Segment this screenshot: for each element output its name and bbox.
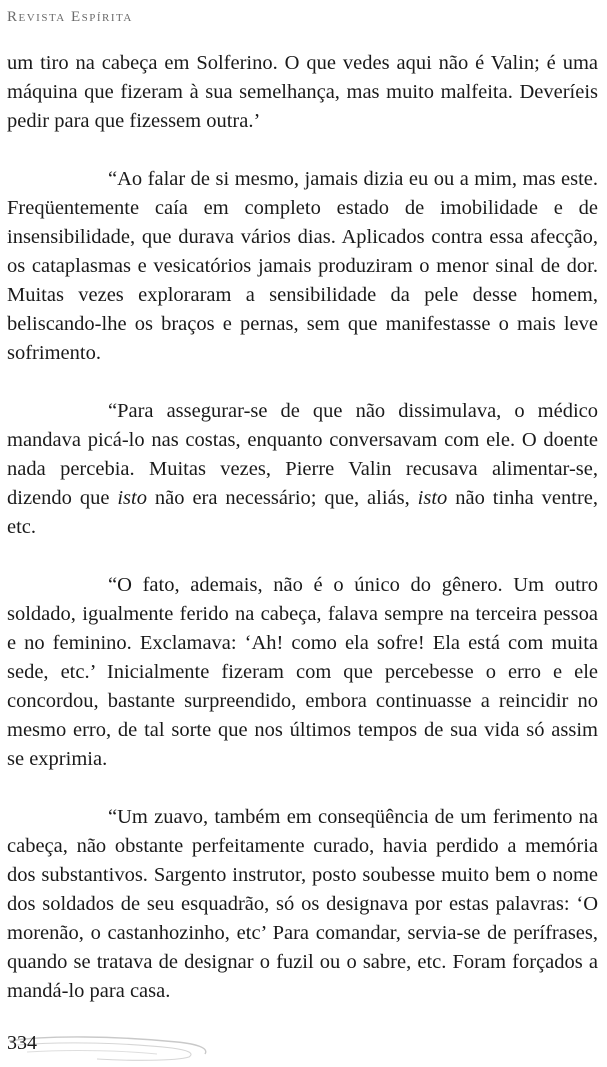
paragraph-continued: [7, 49, 598, 136]
paragraph: [7, 571, 598, 774]
text-run: “Para assegurar-se de que não dissimulava, o médico mandava picá-lo nas costas, enquanto conversavam com ele. O doente nada percebia. Muitas vezes, Pierre Valin recusava alimentar-se, dizendo que: [7, 400, 598, 509]
page-number: 334: [7, 1032, 37, 1054]
text-run: não tinha ventre, etc.: [7, 487, 599, 538]
paragraph: [7, 397, 598, 542]
paragraph: [7, 165, 598, 368]
text-run: “O fato, ademais, não é o único do gênero. Um outro soldado, igualmente ferido na cabeça, falava sempre na terceira pessoa e no feminino. Exclamava: ‘Ah! como ela sofre! Ela está com muita sede, etc.’ Inicialmente fizeram com que percebesse o erro e ele concordou, bastante surpreendido, embora continuasse a reincidir no mesmo erro, de tal sorte que nos últimos tempos de sua vida só assim se exprimia.: [7, 574, 598, 770]
text-run: “Ao falar de si mesmo, jamais dizia eu ou a mim, mas este. Freqüentemente caía em completo estado de imobilidade e de insensibilidade, que durava vários dias. Aplicados contra essa afecção, os cataplasmas e vesicatórios jamais produziram o menor sinal de dor. Muitas vezes exploraram a sensibilidade da pele desse homem, beliscando-lhe os braços e pernas, sem que manifestasse o mais leve sofrimento.: [7, 168, 598, 364]
italic-text: isto: [117, 487, 147, 509]
italic-text: isto: [417, 487, 448, 509]
body-text: [7, 49, 598, 1006]
text-run: não era necessário; que, aliás,: [146, 487, 418, 509]
paragraph: [7, 803, 598, 1006]
running-header: Revista Espírita: [7, 9, 133, 25]
decorative-swoosh-icon: [7, 1032, 217, 1062]
text-run: “Um zuavo, também em conseqüência de um ferimento na cabeça, não obstante perfeitamente curado, havia perdido a memória dos substantivos. Sargento instrutor, posto soubesse muito bem o nome dos soldados de seu esquadrão, só os designava por estas palavras: ‘O morenão, o castanhozinho, etc’ Para comandar, servia-se de perífrases, quando se tratava de designar o fuzil ou o sabre, etc. Foram forçados a mandá-lo para casa.: [7, 806, 598, 1002]
text-run: um tiro na cabeça em Solferino. O que vedes aqui não é Valin; é uma máquina que fizeram à sua semelhança, mas muito malfeita. Deveríeis pedir para que fizessem outra.’: [7, 52, 598, 132]
page-footer: [7, 1032, 227, 1062]
